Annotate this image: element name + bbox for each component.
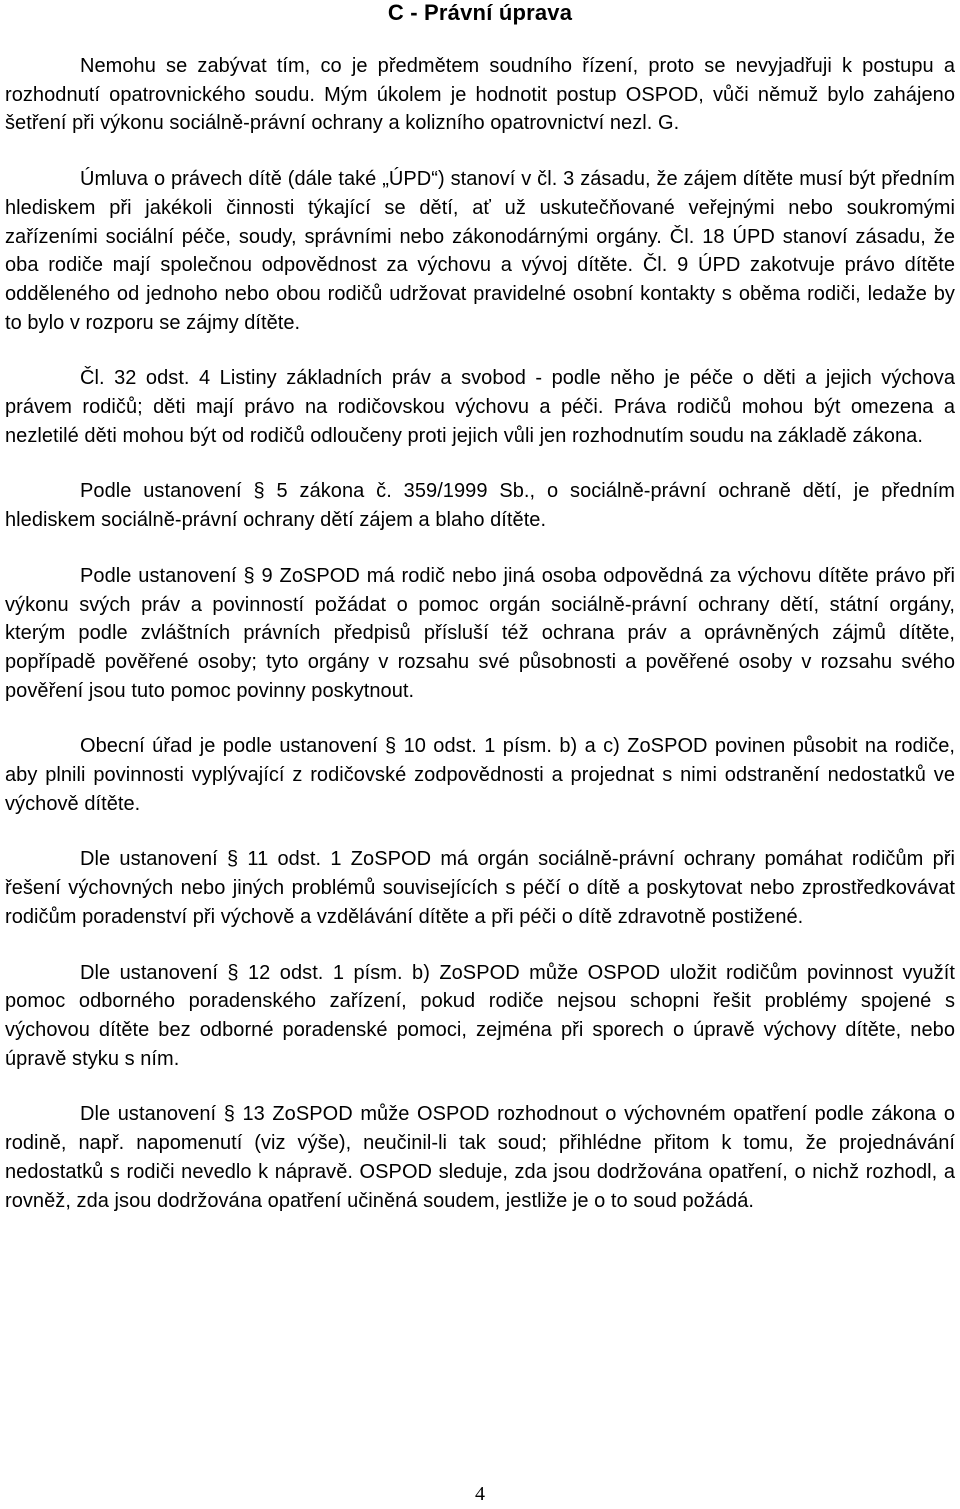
section-heading: C - Právní úprava: [387, 0, 573, 25]
paragraph-2: Úmluva o právech dítě (dále také „ÚPD“) stanoví v čl. 3 zásadu, že zájem dítěte musí být předním hlediskem při jakékoli činnosti týkající se dětí, ať už uskutečňované veřejnými nebo soukromými zařízeními sociální péče, soudy, správními nebo zákonodárnými orgány. Čl. 18 ÚPD stanoví zásadu, že oba rodiče mají společnou odpovědnost za výchovu a vývoj dítěte. Čl. 9 ÚPD zakotvuje právo dítěte odděleného od jednoho nebo obou rodičů udržovat pravidelné osobní kontakty s oběma rodiči, ledaže by to bylo v rozporu se zájmy dítěte.: [5, 168, 955, 334]
document-page: [5, 0, 955, 1215]
paragraph-8: Dle ustanovení § 12 odst. 1 písm. b) ZoSPOD může OSPOD uložit rodičům povinnost využít pomoc odborného poradenského zařízení, pokud rodiče nejsou schopni řešit problémy spojené s výchovou dítěte bez odborné poradenské pomoci, zejména při sporech o úpravě výchovy dítěte, nebo úpravě styku s ním.: [5, 961, 955, 1070]
page-number: 4: [475, 1483, 485, 1505]
paragraph-4: Podle ustanovení § 5 zákona č. 359/1999 Sb., o sociálně-právní ochraně dětí, je předním hlediskem sociálně-právní ochrany dětí zájem a blaho dítěte.: [5, 480, 955, 532]
paragraph-5: Podle ustanovení § 9 ZoSPOD má rodič nebo jiná osoba odpovědná za výchovu dítěte právo při výkonu svých práv a povinností požádat o pomoc orgán sociálně-právní ochrany dětí, státní orgány, kterým podle zvláštních právních předpisů přísluší též ochrana práv a oprávněných zájmů dítěte, popřípadě pověřené osoby; tyto orgány v rozsahu své působnosti a pověřené osoby v rozsahu svého pověření jsou tuto pomoc povinny poskytnout.: [5, 564, 955, 702]
paragraph-6: Obecní úřad je podle ustanovení § 10 odst. 1 písm. b) a c) ZoSPOD povinen působit na rodiče, aby plnili povinnosti vyplývající z rodičovské zodpovědnosti a projednat s nimi odstranění nedostatků ve výchově dítěte.: [5, 735, 955, 815]
paragraph-9: Dle ustanovení § 13 ZoSPOD může OSPOD rozhodnout o výchovném opatření podle zákona o rodině, např. napomenutí (viz výše), neučinil-li tak soud; přihlédne přitom k tomu, že projednávání nedostatků s rodiči nevedlo k nápravě. OSPOD sleduje, zda jsou dodržována opatření, o nichž rozhodl, a rovněž, zda jsou dodržována opatření učiněná soudem, jestliže je o to soud požádá.: [5, 1103, 955, 1212]
paragraph-7: Dle ustanovení § 11 odst. 1 ZoSPOD má orgán sociálně-právní ochrany pomáhat rodičům při řešení výchovných nebo jiných problémů souvisejících s péčí o dítě a poskytovat nebo zprostředkovávat rodičům poradenství při výchově a vzdělávání dítěte a při péči o dítě zdravotně postižené.: [5, 848, 955, 928]
paragraph-3: Čl. 32 odst. 4 Listiny základních práv a svobod - podle něho je péče o děti a jejich výchova právem rodičů; děti mají právo na rodičovskou výchovu a péči. Práva rodičů mohou být omezena a nezletilé děti mohou být od rodičů odloučeny proti jejich vůli jen rozhodnutím soudu na základě zákona.: [5, 367, 955, 447]
paragraph-1: Nemohu se zabývat tím, co je předmětem soudního řízení, proto se nevyjadřuji k postupu a rozhodnutí opatrovnického soudu. Mým úkolem je hodnotit postup OSPOD, vůči němuž bylo zahájeno šetření při výkonu sociálně-právní ochrany a kolizního opatrovnictví nezl. G.: [5, 55, 955, 135]
